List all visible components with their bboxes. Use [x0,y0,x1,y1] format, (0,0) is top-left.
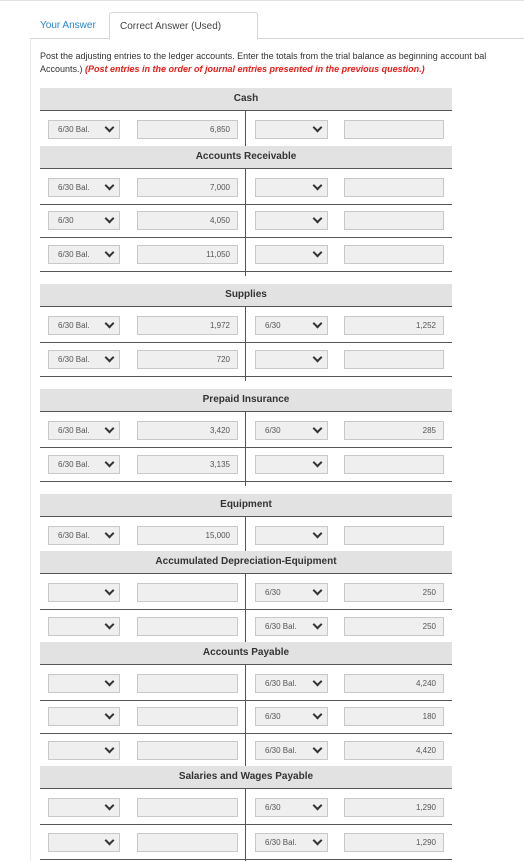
instructions-note: (Post entries in the order of journal entries presented in the previous question.) [85,64,425,74]
chevron-down-icon [313,181,323,191]
credit-date-value: 6/30 [265,712,281,721]
credit-date-select[interactable] [255,526,328,545]
row-rule [40,824,452,825]
chevron-down-icon [105,123,115,133]
t-account-rule [40,306,452,307]
chevron-down-icon [313,677,323,687]
account-title-equipment: Equipment [40,494,452,516]
debit-date-value: 6/30 Bal. [58,250,90,259]
credit-amount-input[interactable]: 250 [344,617,444,636]
credit-date-select[interactable] [255,316,328,335]
debit-amount-input[interactable] [137,583,238,602]
credit-date-value: 6/30 [265,426,281,435]
debit-date-value: 6/30 Bal. [58,460,90,469]
credit-date-select[interactable] [255,421,328,440]
chevron-down-icon [313,710,323,720]
credit-amount-input[interactable]: 285 [344,421,444,440]
chevron-down-icon [105,248,115,258]
chevron-down-icon [105,181,115,191]
row-rule [40,859,452,860]
chevron-down-icon [313,214,323,224]
chevron-down-icon [313,123,323,133]
tab-your-answer[interactable]: Your Answer [40,20,96,31]
debit-amount-input[interactable]: 15,000 [137,526,238,545]
row-rule [40,447,452,448]
answer-tabs [30,12,524,39]
chevron-down-icon [105,214,115,224]
credit-amount-input[interactable]: 1,252 [344,316,444,335]
credit-date-value: 6/30 Bal. [265,838,297,847]
debit-date-select[interactable] [48,316,120,335]
debit-date-value: 6/30 Bal. [58,531,90,540]
debit-amount-input[interactable] [137,674,238,693]
debit-date-select[interactable] [48,674,120,693]
t-account-divider [245,306,246,381]
debit-amount-input[interactable] [137,833,238,852]
panel-border [30,39,31,861]
credit-date-value: 6/30 Bal. [265,622,297,631]
chevron-down-icon [105,677,115,687]
row-rule [40,376,452,377]
credit-amount-input[interactable]: 4,420 [344,741,444,760]
credit-amount-input[interactable]: 4,240 [344,674,444,693]
chevron-down-icon [105,586,115,596]
debit-date-value: 6/30 Bal. [58,125,90,134]
credit-amount-input[interactable] [344,120,444,139]
credit-date-select[interactable] [255,455,328,474]
debit-amount-input[interactable] [137,741,238,760]
account-title-ar: Accounts Receivable [40,146,452,168]
credit-amount-input[interactable] [344,350,444,369]
account-title-prepaid: Prepaid Insurance [40,389,452,411]
t-account-divider [245,168,246,276]
debit-amount-input[interactable]: 3,135 [137,455,238,474]
debit-date-select[interactable] [48,583,120,602]
credit-date-select[interactable] [255,583,328,602]
credit-amount-input[interactable]: 1,290 [344,833,444,852]
instructions-line1: Post the adjusting entries to the ledger accounts. Enter the totals from the trial balance as beginning account bal [40,51,487,61]
t-account-rule [40,168,452,169]
debit-date-select[interactable] [48,245,120,264]
debit-date-value: 6/30 Bal. [58,355,90,364]
credit-date-select[interactable] [255,617,328,636]
chevron-down-icon [105,319,115,329]
credit-amount-input[interactable] [344,455,444,474]
chevron-down-icon [105,424,115,434]
chevron-down-icon [105,744,115,754]
credit-date-value: 6/30 [265,321,281,330]
t-account-rule [40,110,452,111]
t-account-divider [245,664,246,772]
debit-date-select[interactable] [48,421,120,440]
t-account-divider [245,110,246,151]
debit-date-select[interactable] [48,120,120,139]
debit-amount-input[interactable] [137,707,238,726]
chevron-down-icon [105,801,115,811]
debit-date-select[interactable] [48,798,120,817]
debit-date-select[interactable] [48,741,120,760]
row-rule [40,700,452,701]
t-account-divider [245,573,246,648]
t-account-rule [40,516,452,517]
t-account-divider [245,411,246,486]
row-rule [40,237,452,238]
debit-amount-input[interactable]: 3,420 [137,421,238,440]
debit-date-select[interactable] [48,833,120,852]
chevron-down-icon [313,248,323,258]
chevron-down-icon [313,744,323,754]
credit-amount-input[interactable] [344,245,444,264]
account-title-cash: Cash [40,88,452,110]
row-rule [40,609,452,610]
debit-date-value: 6/30 Bal. [58,426,90,435]
credit-date-value: 6/30 [265,588,281,597]
debit-date-value: 6/30 Bal. [58,183,90,192]
debit-date-select[interactable] [48,526,120,545]
chevron-down-icon [313,801,323,811]
chevron-down-icon [313,458,323,468]
debit-date-value: 6/30 Bal. [58,321,90,330]
account-title-ap: Accounts Payable [40,642,452,664]
debit-date-select[interactable] [48,707,120,726]
debit-amount-input[interactable]: 1,972 [137,316,238,335]
debit-date-select[interactable] [48,178,120,197]
credit-amount-input[interactable] [344,211,444,230]
debit-amount-input[interactable]: 11,050 [137,245,238,264]
account-title-supplies: Supplies [40,284,452,306]
credit-date-select[interactable] [255,245,328,264]
debit-amount-input[interactable] [137,617,238,636]
credit-date-select[interactable] [255,833,328,852]
debit-amount-input[interactable]: 720 [137,350,238,369]
top-divider [0,0,524,1]
t-account-rule [40,664,452,665]
credit-date-select[interactable] [255,741,328,760]
chevron-down-icon [313,424,323,434]
debit-date-select[interactable] [48,455,120,474]
chevron-down-icon [313,836,323,846]
tab-correct-answer[interactable]: Correct Answer (Used) [109,12,258,40]
credit-date-select[interactable] [255,120,328,139]
t-account-rule [40,411,452,412]
credit-date-select[interactable] [255,211,328,230]
row-rule [40,271,452,272]
account-title-accum: Accumulated Depreciation-Equipment [40,551,452,573]
debit-amount-input[interactable]: 7,000 [137,178,238,197]
debit-date-select[interactable] [48,211,120,230]
credit-date-select[interactable] [255,798,328,817]
debit-date-value: 6/30 [58,216,74,225]
chevron-down-icon [105,710,115,720]
debit-date-select[interactable] [48,350,120,369]
row-rule [40,733,452,734]
credit-date-value: 6/30 Bal. [265,746,297,755]
instructions [40,50,524,76]
t-account-rule [40,573,452,574]
credit-date-select[interactable] [255,707,328,726]
chevron-down-icon [313,586,323,596]
chevron-down-icon [313,319,323,329]
t-account-rule [40,788,452,789]
debit-amount-input[interactable] [137,798,238,817]
credit-date-value: 6/30 Bal. [265,679,297,688]
credit-date-select[interactable] [255,178,328,197]
instructions-line2 [40,63,524,76]
chevron-down-icon [105,353,115,363]
debit-amount-input[interactable]: 6,850 [137,120,238,139]
account-title-swp: Salaries and Wages Payable [40,766,452,788]
credit-amount-input[interactable]: 250 [344,583,444,602]
instructions-line2-prefix: Accounts.) [40,64,86,74]
credit-amount-input[interactable] [344,178,444,197]
row-rule [40,204,452,205]
credit-date-select[interactable] [255,674,328,693]
chevron-down-icon [105,529,115,539]
debit-date-select[interactable] [48,617,120,636]
row-rule [40,481,452,482]
chevron-down-icon [105,620,115,630]
credit-amount-input[interactable]: 180 [344,707,444,726]
chevron-down-icon [313,620,323,630]
debit-amount-input[interactable]: 4,050 [137,211,238,230]
credit-date-value: 6/30 [265,803,281,812]
credit-amount-input[interactable]: 1,290 [344,798,444,817]
chevron-down-icon [105,458,115,468]
chevron-down-icon [313,529,323,539]
chevron-down-icon [313,353,323,363]
row-rule [40,342,452,343]
chevron-down-icon [105,836,115,846]
credit-date-select[interactable] [255,350,328,369]
credit-amount-input[interactable] [344,526,444,545]
